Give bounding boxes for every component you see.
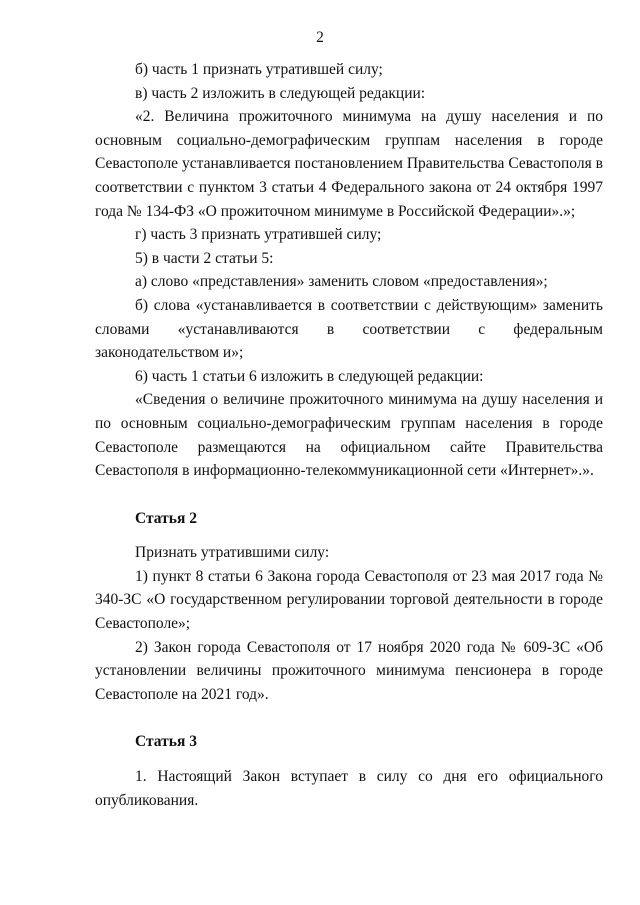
paragraph-v-part2: в) часть 2 изложить в следующей редакции: — [135, 84, 426, 102]
article-2-heading: Статья 2 — [135, 509, 197, 527]
article-2-paragraph: 2) Закон города Севастополя от 17 ноября 2020 года № 609-ЗС «Об установлении величины прожиточного минимума пенсионера в городе Севастополе на 2021 год». — [95, 638, 603, 703]
spacer — [95, 754, 603, 765]
paragraph-b-part1: б) часть 1 признать утратившей силу; — [135, 61, 383, 78]
paragraph-b-words-replace: б) слова «устанавливается в соответствии с действующим» заменить словами «устанавливаются в соответствии с федеральным законодательством и»; — [95, 296, 603, 362]
spacer — [95, 483, 603, 507]
article-2-paragraph: 1) пункт 8 статьи 6 Закона города Севастополя от 23 мая 2017 года № 340-ЗС «О государственном регулировании торговой деятельности в городе Севастополе»; — [95, 567, 603, 633]
article-3-heading: Статья 3 — [135, 733, 197, 751]
article-3-paragraph: 1. Настоящий Закон вступает в силу со дня его официального опубликования. — [95, 768, 603, 809]
paragraph-6-article6: 6) часть 1 статьи 6 изложить в следующей редакции: — [135, 367, 484, 385]
paragraph-g-part3: г) часть 3 признать утратившей силу; — [135, 226, 382, 244]
document-body — [95, 58, 603, 812]
paragraph-a-word-replace: а) слово «представления» заменить словом «предоставления»; — [135, 273, 548, 291]
article-2-paragraph: Признать утратившими силу: — [135, 544, 330, 562]
page-number: 2 — [316, 29, 324, 46]
paragraph-5-article5: 5) в части 2 статьи 5: — [135, 249, 274, 267]
spacer — [95, 530, 603, 541]
paragraph-article6-new-text: «Сведения о величине прожиточного минимума на душу населения и по основным социально-демографическим группам населения в городе Севастополе размещаются на официальном сайте Правительства Севастополя в информационно-телекоммуникационной сети «Интернет».». — [95, 391, 603, 480]
spacer — [95, 706, 603, 730]
paragraph-part2-new-text: «2. Величина прожиточного минимума на душу населения и по основным социально-демографическим группам населения в городе Севастополе устанавливается постановлением Правительства Севастополя в соответствии с пунктом 3 статьи 4 Федерального закона от 24 октября 1997 года № 134-ФЗ «О прожиточном минимуме в Российской Федерации».»; — [95, 108, 603, 220]
